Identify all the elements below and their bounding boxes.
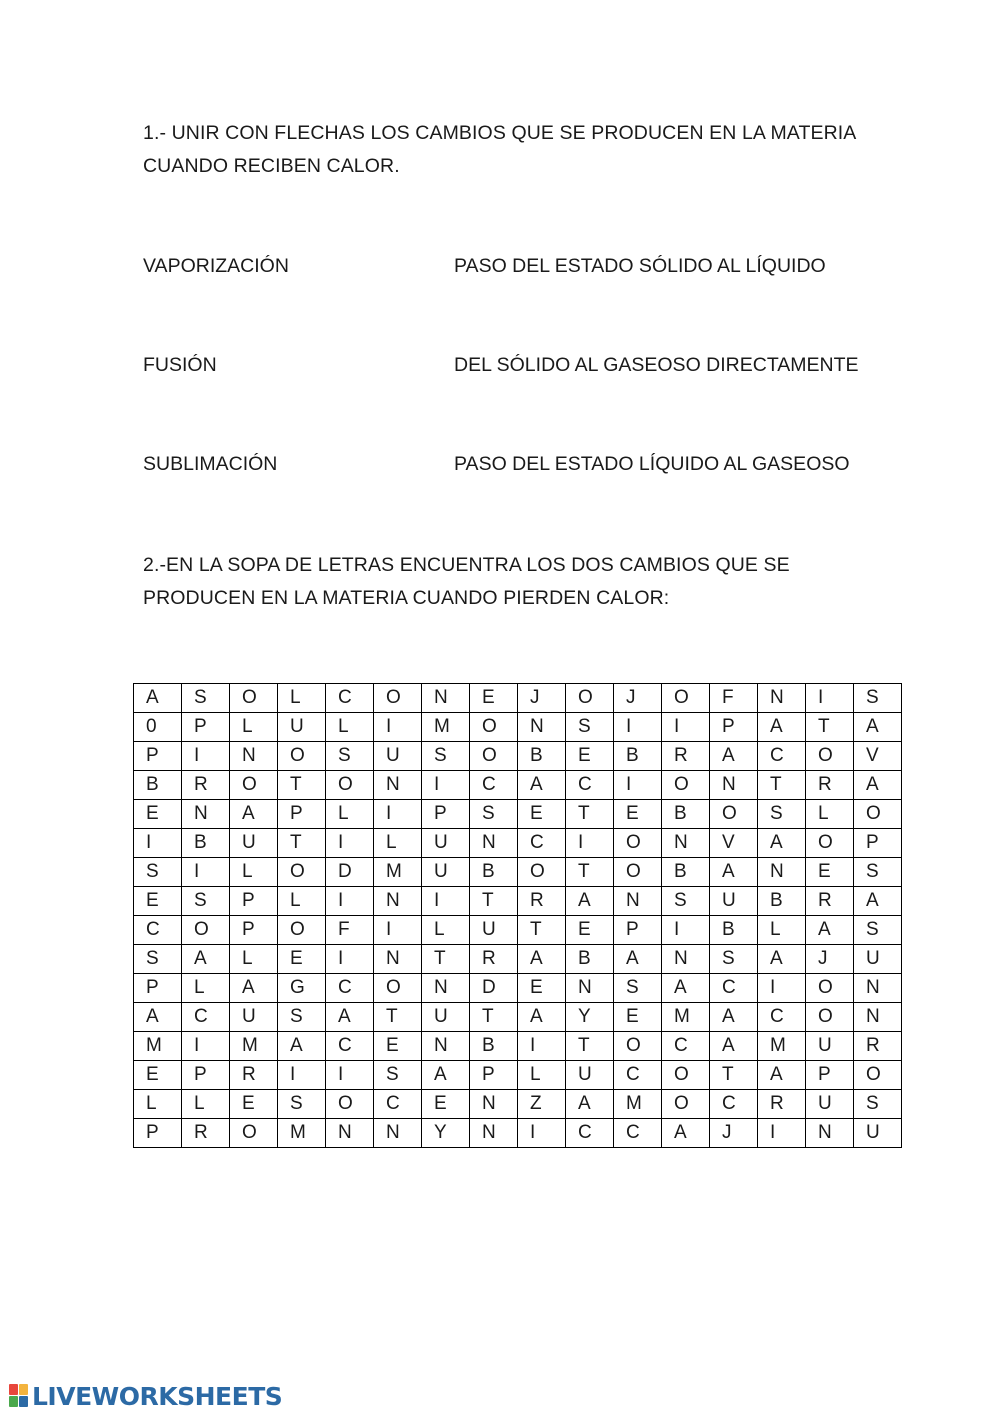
word-search-cell[interactable]: A (806, 916, 854, 945)
match-term[interactable]: SUBLIMACIÓN (143, 453, 278, 475)
word-search-cell[interactable]: N (614, 887, 662, 916)
word-search-cell[interactable]: B (470, 1032, 518, 1061)
word-search-cell[interactable]: L (230, 713, 278, 742)
word-search-cell[interactable]: A (758, 945, 806, 974)
word-search-grid[interactable] (133, 683, 902, 1148)
word-search-cell[interactable]: P (134, 974, 182, 1003)
word-search-row (134, 974, 902, 1003)
match-row (143, 251, 883, 281)
word-search-cell[interactable]: B (662, 800, 710, 829)
word-search-cell[interactable]: O (662, 771, 710, 800)
word-search-cell[interactable]: U (230, 1003, 278, 1032)
word-search-cell[interactable]: M (662, 1003, 710, 1032)
word-search-cell[interactable]: O (662, 1061, 710, 1090)
question-2-title (143, 549, 883, 615)
word-search-cell[interactable]: T (278, 829, 326, 858)
word-search-cell[interactable]: A (854, 771, 902, 800)
word-search-cell[interactable]: I (374, 800, 422, 829)
word-search-cell[interactable]: O (182, 916, 230, 945)
word-search-cell[interactable]: N (710, 771, 758, 800)
word-search-cell[interactable]: A (326, 1003, 374, 1032)
liveworksheets-logo (8, 1381, 282, 1411)
word-search-cell[interactable]: N (422, 684, 470, 713)
word-search-cell[interactable]: L (326, 713, 374, 742)
word-search-cell[interactable]: G (278, 974, 326, 1003)
word-search-cell[interactable]: Z (518, 1090, 566, 1119)
word-search-cell[interactable]: P (134, 1119, 182, 1148)
word-search-cell[interactable]: C (662, 1032, 710, 1061)
word-search-cell[interactable]: S (470, 800, 518, 829)
word-search-cell[interactable]: U (374, 742, 422, 771)
word-search-cell[interactable]: N (854, 1003, 902, 1032)
word-search-cell[interactable]: B (470, 858, 518, 887)
word-search-row (134, 1032, 902, 1061)
word-search-cell[interactable]: A (662, 1119, 710, 1148)
word-search-cell[interactable]: E (278, 945, 326, 974)
word-search-row (134, 713, 902, 742)
word-search-cell[interactable]: M (758, 1032, 806, 1061)
word-search-cell[interactable]: V (710, 829, 758, 858)
word-search-cell[interactable]: E (470, 684, 518, 713)
word-search-cell[interactable]: L (230, 945, 278, 974)
word-search-cell[interactable]: I (326, 1061, 374, 1090)
word-search-cell[interactable]: N (470, 1119, 518, 1148)
word-search-cell[interactable]: N (758, 858, 806, 887)
word-search-cell[interactable]: U (422, 858, 470, 887)
word-search-cell[interactable]: S (134, 945, 182, 974)
word-search-cell[interactable]: P (854, 829, 902, 858)
word-search-cell[interactable]: O (614, 1032, 662, 1061)
question-1-line-2: CUANDO RECIBEN CALOR. (143, 155, 400, 177)
word-search-cell[interactable]: P (614, 916, 662, 945)
word-search-cell[interactable]: C (710, 974, 758, 1003)
word-search-cell[interactable]: N (230, 742, 278, 771)
word-search-cell[interactable]: N (326, 1119, 374, 1148)
word-search-row (134, 829, 902, 858)
word-search-cell[interactable]: I (374, 916, 422, 945)
word-search-cell[interactable]: P (230, 916, 278, 945)
word-search-cell[interactable]: S (662, 887, 710, 916)
word-search-cell[interactable]: R (230, 1061, 278, 1090)
word-search-cell[interactable]: T (710, 1061, 758, 1090)
question-1-line-1: 1.- UNIR CON FLECHAS LOS CAMBIOS QUE SE PRODUCEN EN LA MATERIA (143, 122, 857, 144)
match-row (143, 350, 883, 380)
word-search-cell[interactable]: O (374, 684, 422, 713)
word-search-cell[interactable]: 0 (134, 713, 182, 742)
word-search-cell[interactable]: I (182, 742, 230, 771)
word-search-cell[interactable]: T (518, 916, 566, 945)
word-search-cell[interactable]: T (278, 771, 326, 800)
word-search-cell[interactable]: A (854, 713, 902, 742)
word-search-cell[interactable]: P (134, 742, 182, 771)
word-search-cell[interactable]: A (230, 974, 278, 1003)
word-search-row (134, 1090, 902, 1119)
word-search-cell[interactable]: T (566, 800, 614, 829)
word-search-cell[interactable]: Y (422, 1119, 470, 1148)
word-search-cell[interactable]: I (422, 771, 470, 800)
word-search-cell[interactable]: T (374, 1003, 422, 1032)
word-search-row (134, 771, 902, 800)
word-search-cell[interactable]: A (134, 1003, 182, 1032)
word-search-cell[interactable]: U (710, 887, 758, 916)
word-search-cell[interactable]: S (614, 974, 662, 1003)
word-search-cell[interactable]: P (278, 800, 326, 829)
word-search-cell[interactable]: I (518, 1032, 566, 1061)
word-search-cell[interactable]: L (326, 800, 374, 829)
word-search-cell[interactable]: I (326, 887, 374, 916)
word-search-cell[interactable]: O (854, 1061, 902, 1090)
word-search-cell[interactable]: U (422, 1003, 470, 1032)
word-search-cell[interactable]: O (278, 858, 326, 887)
word-search-cell[interactable]: U (854, 1119, 902, 1148)
word-search-cell[interactable]: N (422, 974, 470, 1003)
word-search-cell[interactable]: L (518, 1061, 566, 1090)
word-search-cell[interactable]: C (614, 1119, 662, 1148)
word-search-cell[interactable]: T (470, 1003, 518, 1032)
word-search-cell[interactable]: U (854, 945, 902, 974)
word-search-cell[interactable]: C (134, 916, 182, 945)
word-search-cell[interactable]: O (278, 916, 326, 945)
word-search-cell[interactable]: C (614, 1061, 662, 1090)
word-search-cell[interactable]: U (278, 713, 326, 742)
word-search-cell[interactable]: I (326, 829, 374, 858)
word-search-cell[interactable]: D (326, 858, 374, 887)
word-search-cell[interactable]: O (710, 800, 758, 829)
word-search-cell[interactable]: O (470, 742, 518, 771)
word-search-cell[interactable]: L (134, 1090, 182, 1119)
word-search-cell[interactable]: S (374, 1061, 422, 1090)
word-search-cell[interactable]: M (230, 1032, 278, 1061)
word-search-cell[interactable]: O (518, 858, 566, 887)
word-search-cell[interactable]: O (662, 684, 710, 713)
word-search-cell[interactable]: P (230, 887, 278, 916)
word-search-cell[interactable]: S (278, 1003, 326, 1032)
question-2-line-2: PRODUCEN EN LA MATERIA CUANDO PIERDEN CALOR: (143, 587, 670, 609)
word-search-cell[interactable]: E (806, 858, 854, 887)
word-search-cell[interactable]: I (614, 771, 662, 800)
word-search-cell[interactable]: S (854, 916, 902, 945)
word-search-cell[interactable]: T (422, 945, 470, 974)
word-search-cell[interactable]: R (518, 887, 566, 916)
word-search-cell[interactable]: U (806, 1090, 854, 1119)
word-search-row (134, 1119, 902, 1148)
word-search-cell[interactable]: B (134, 771, 182, 800)
word-search-cell[interactable]: I (278, 1061, 326, 1090)
word-search-cell[interactable]: A (278, 1032, 326, 1061)
word-search-cell[interactable]: I (182, 858, 230, 887)
word-search-cell[interactable]: M (614, 1090, 662, 1119)
word-search-cell[interactable]: B (710, 916, 758, 945)
word-search-cell[interactable]: B (662, 858, 710, 887)
word-search-cell[interactable]: A (710, 1032, 758, 1061)
word-search-cell[interactable]: C (470, 771, 518, 800)
word-search-cell[interactable]: E (566, 742, 614, 771)
word-search-cell[interactable]: L (230, 858, 278, 887)
word-search-cell[interactable]: O (614, 829, 662, 858)
word-search-cell[interactable]: N (470, 829, 518, 858)
word-search-cell[interactable]: D (470, 974, 518, 1003)
word-search-cell[interactable]: A (182, 945, 230, 974)
brand-name: LIVEWORKSHEETS (32, 1381, 283, 1411)
match-definition[interactable]: PASO DEL ESTADO SÓLIDO AL LÍQUIDO (454, 255, 826, 277)
word-search-cell[interactable]: C (710, 1090, 758, 1119)
word-search-cell[interactable]: L (278, 684, 326, 713)
word-search-cell[interactable]: O (806, 829, 854, 858)
word-search-cell[interactable]: B (518, 742, 566, 771)
word-search-cell[interactable]: N (854, 974, 902, 1003)
word-search-cell[interactable]: A (422, 1061, 470, 1090)
word-search-cell[interactable]: B (566, 945, 614, 974)
word-search-cell[interactable]: C (566, 1119, 614, 1148)
word-search-cell[interactable]: I (806, 684, 854, 713)
word-search-cell[interactable]: B (758, 887, 806, 916)
word-search-cell[interactable]: A (230, 800, 278, 829)
word-search-cell[interactable]: L (758, 916, 806, 945)
match-term[interactable]: VAPORIZACIÓN (143, 255, 289, 277)
word-search-cell[interactable]: S (182, 684, 230, 713)
word-search-cell[interactable]: P (470, 1061, 518, 1090)
word-search-row (134, 800, 902, 829)
word-search-cell[interactable]: M (422, 713, 470, 742)
word-search-cell[interactable]: S (758, 800, 806, 829)
word-search-cell[interactable]: I (758, 1119, 806, 1148)
word-search-cell[interactable]: A (710, 742, 758, 771)
word-search-cell[interactable]: T (566, 1032, 614, 1061)
word-search-cell[interactable]: O (806, 974, 854, 1003)
word-search-cell[interactable]: E (134, 1061, 182, 1090)
word-search-cell[interactable]: S (854, 684, 902, 713)
word-search-cell[interactable]: A (518, 1003, 566, 1032)
word-search-cell[interactable]: R (758, 1090, 806, 1119)
word-search-cell[interactable]: N (662, 829, 710, 858)
word-search-cell[interactable]: C (566, 771, 614, 800)
word-search-cell[interactable]: E (422, 1090, 470, 1119)
question-1-title (143, 117, 883, 183)
word-search-cell[interactable]: O (470, 713, 518, 742)
word-search-cell[interactable]: P (182, 713, 230, 742)
word-search-cell[interactable]: L (182, 974, 230, 1003)
word-search-cell[interactable]: J (518, 684, 566, 713)
word-search-cell[interactable]: M (134, 1032, 182, 1061)
word-search-cell[interactable]: N (422, 1032, 470, 1061)
word-search-cell[interactable]: S (326, 742, 374, 771)
word-search-cell[interactable]: N (374, 887, 422, 916)
word-search-cell[interactable]: E (614, 1003, 662, 1032)
word-search-cell[interactable]: C (758, 1003, 806, 1032)
word-search-cell[interactable]: O (806, 742, 854, 771)
word-search-cell[interactable]: R (182, 1119, 230, 1148)
word-search-cell[interactable]: N (566, 974, 614, 1003)
word-search-cell[interactable]: V (854, 742, 902, 771)
word-search-cell[interactable]: C (326, 974, 374, 1003)
word-search-cell[interactable]: E (518, 974, 566, 1003)
word-search-row (134, 858, 902, 887)
word-search-cell[interactable]: B (182, 829, 230, 858)
word-search-cell[interactable]: T (566, 858, 614, 887)
liveworksheets-logo-icon (8, 1383, 30, 1409)
word-search-cell[interactable]: J (710, 1119, 758, 1148)
word-search-cell[interactable]: L (422, 916, 470, 945)
word-search-cell[interactable]: A (134, 684, 182, 713)
word-search-row (134, 945, 902, 974)
word-search-cell[interactable]: I (758, 974, 806, 1003)
word-search-cell[interactable]: T (470, 887, 518, 916)
word-search-cell[interactable]: S (182, 887, 230, 916)
word-search-row (134, 887, 902, 916)
word-search-cell[interactable]: O (374, 974, 422, 1003)
word-search-cell[interactable]: C (326, 684, 374, 713)
word-search-cell[interactable]: N (518, 713, 566, 742)
word-search-row (134, 1061, 902, 1090)
word-search-cell[interactable]: I (326, 945, 374, 974)
word-search-cell[interactable]: O (806, 1003, 854, 1032)
word-search-cell[interactable]: N (374, 945, 422, 974)
word-search-cell[interactable]: P (710, 713, 758, 742)
word-search-cell[interactable]: L (182, 1090, 230, 1119)
word-search-cell[interactable]: O (326, 1090, 374, 1119)
word-search-cell[interactable]: E (566, 916, 614, 945)
word-search-cell[interactable]: A (614, 945, 662, 974)
word-search-cell[interactable]: I (518, 1119, 566, 1148)
word-search-cell[interactable]: C (182, 1003, 230, 1032)
word-search-row (134, 742, 902, 771)
word-search-cell[interactable]: P (182, 1061, 230, 1090)
word-search-cell[interactable]: E (518, 800, 566, 829)
word-search-cell[interactable]: A (758, 829, 806, 858)
word-search-cell[interactable]: T (806, 713, 854, 742)
word-search-cell[interactable]: O (662, 1090, 710, 1119)
word-search-cell[interactable]: I (614, 713, 662, 742)
word-search-cell[interactable]: A (566, 1090, 614, 1119)
word-search-cell[interactable]: S (854, 858, 902, 887)
word-search-cell[interactable]: Y (566, 1003, 614, 1032)
question-2-line-1: 2.-EN LA SOPA DE LETRAS ENCUENTRA LOS DOS CAMBIOS QUE SE (143, 554, 790, 576)
word-search-cell[interactable]: R (182, 771, 230, 800)
word-search-cell[interactable]: C (758, 742, 806, 771)
word-search-cell[interactable]: O (566, 684, 614, 713)
word-search-cell[interactable]: N (374, 771, 422, 800)
word-search-cell[interactable]: S (854, 1090, 902, 1119)
word-search-cell[interactable]: S (278, 1090, 326, 1119)
word-search-row (134, 916, 902, 945)
word-search-cell[interactable]: J (614, 684, 662, 713)
word-search-cell[interactable]: O (230, 771, 278, 800)
word-search-cell[interactable]: O (326, 771, 374, 800)
word-search-cell[interactable]: T (758, 771, 806, 800)
word-search-cell[interactable]: A (758, 713, 806, 742)
word-search-cell[interactable]: C (518, 829, 566, 858)
word-search-cell[interactable]: E (374, 1032, 422, 1061)
word-search-cell[interactable]: C (326, 1032, 374, 1061)
word-search-cell[interactable]: S (710, 945, 758, 974)
match-definition[interactable]: DEL SÓLIDO AL GASEOSO DIRECTAMENTE (454, 354, 859, 376)
word-search-cell[interactable]: U (230, 829, 278, 858)
word-search-cell[interactable]: N (182, 800, 230, 829)
word-search-cell[interactable]: A (710, 858, 758, 887)
word-search-cell[interactable]: E (230, 1090, 278, 1119)
word-search-cell[interactable]: N (806, 1119, 854, 1148)
word-search-cell[interactable]: A (518, 945, 566, 974)
word-search-cell[interactable]: N (470, 1090, 518, 1119)
word-search-cell[interactable]: J (806, 945, 854, 974)
word-search-cell[interactable]: I (134, 829, 182, 858)
word-search-cell[interactable]: A (758, 1061, 806, 1090)
word-search-cell[interactable]: U (470, 916, 518, 945)
word-search-cell[interactable]: I (662, 916, 710, 945)
word-search-cell[interactable]: I (662, 713, 710, 742)
match-definition[interactable]: PASO DEL ESTADO LÍQUIDO AL GASEOSO (454, 453, 850, 475)
word-search-cell[interactable]: F (326, 916, 374, 945)
word-search-cell[interactable]: F (710, 684, 758, 713)
word-search-cell[interactable]: L (806, 800, 854, 829)
word-search-cell[interactable]: R (854, 1032, 902, 1061)
word-search-cell[interactable]: A (518, 771, 566, 800)
word-search-cell[interactable]: U (422, 829, 470, 858)
word-search-cell[interactable]: R (470, 945, 518, 974)
word-search-cell[interactable]: L (374, 829, 422, 858)
word-search-cell[interactable]: O (854, 800, 902, 829)
word-search-cell[interactable]: U (566, 1061, 614, 1090)
word-search-row (134, 684, 902, 713)
word-search-cell[interactable]: E (134, 887, 182, 916)
word-search-cell[interactable]: S (422, 742, 470, 771)
word-search-cell[interactable]: O (230, 1119, 278, 1148)
word-search-cell[interactable]: A (710, 1003, 758, 1032)
match-term[interactable]: FUSIÓN (143, 354, 217, 376)
word-search-cell[interactable]: I (422, 887, 470, 916)
word-search-cell[interactable]: B (614, 742, 662, 771)
word-search-cell[interactable]: O (278, 742, 326, 771)
word-search-cell[interactable]: P (806, 1061, 854, 1090)
word-search-cell[interactable]: S (566, 713, 614, 742)
word-search-cell[interactable]: M (278, 1119, 326, 1148)
word-search-cell[interactable]: N (662, 945, 710, 974)
word-search-cell[interactable]: O (614, 858, 662, 887)
word-search-cell[interactable]: L (278, 887, 326, 916)
match-row (143, 449, 883, 479)
word-search-cell[interactable]: S (134, 858, 182, 887)
word-search-cell[interactable]: P (422, 800, 470, 829)
word-search-cell[interactable]: R (806, 887, 854, 916)
word-search-cell[interactable]: N (758, 684, 806, 713)
word-search-cell[interactable]: E (134, 800, 182, 829)
word-search-cell[interactable]: R (662, 742, 710, 771)
word-search-row (134, 1003, 902, 1032)
word-search-cell[interactable]: I (374, 713, 422, 742)
word-search-cell[interactable]: A (566, 887, 614, 916)
word-search-cell[interactable]: I (566, 829, 614, 858)
word-search-cell[interactable]: M (374, 858, 422, 887)
word-search-cell[interactable]: O (230, 684, 278, 713)
word-search-cell[interactable]: A (854, 887, 902, 916)
word-search-cell[interactable]: A (662, 974, 710, 1003)
word-search-cell[interactable]: C (374, 1090, 422, 1119)
word-search-cell[interactable]: I (182, 1032, 230, 1061)
word-search-cell[interactable]: R (806, 771, 854, 800)
word-search-cell[interactable]: E (614, 800, 662, 829)
word-search-cell[interactable]: N (374, 1119, 422, 1148)
word-search-cell[interactable]: U (806, 1032, 854, 1061)
